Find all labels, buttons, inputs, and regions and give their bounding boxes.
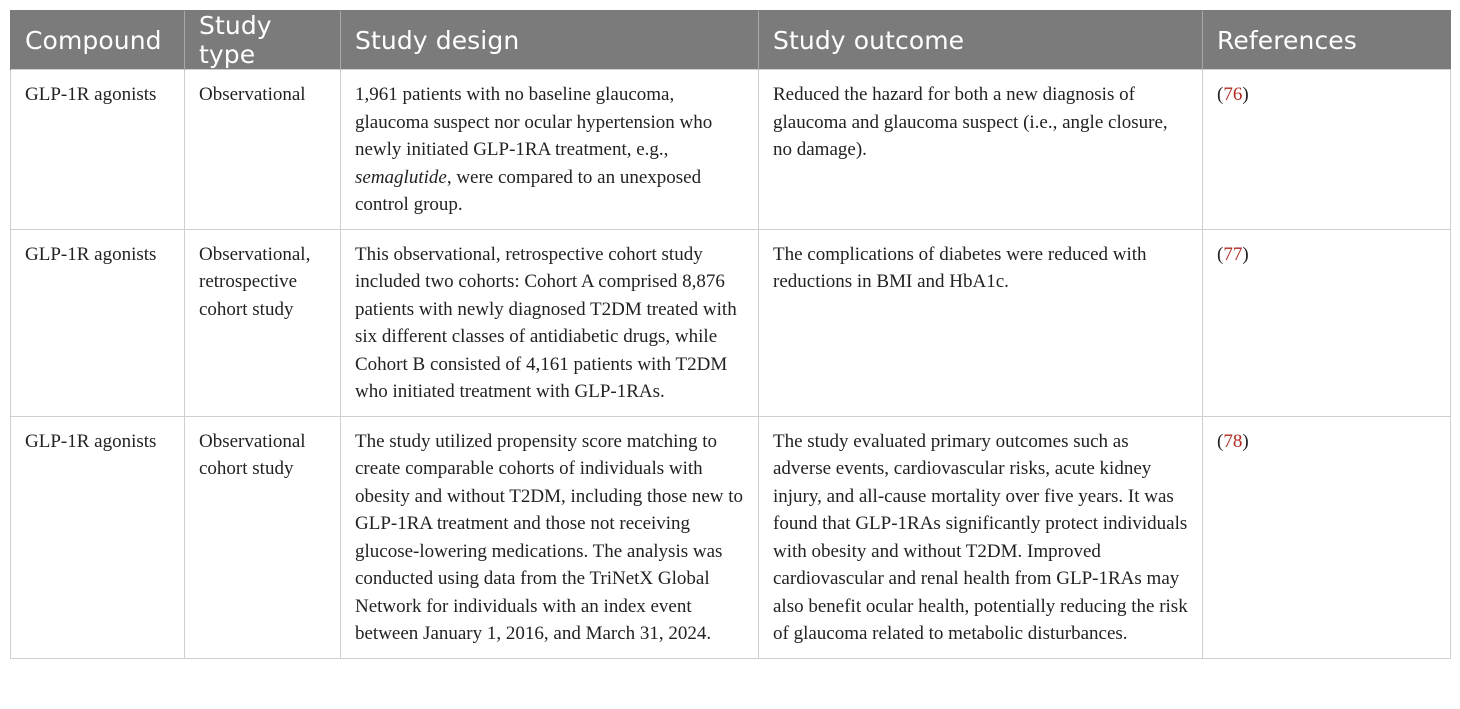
study-type-line: Observational [199, 84, 306, 105]
cell-study-design [341, 70, 759, 230]
cell-study-type [185, 416, 341, 658]
study-table-container [10, 10, 1450, 659]
cell-study-design [341, 416, 759, 658]
cell-compound: GLP-1R agonists [11, 416, 185, 658]
header-study-design: Study design [341, 11, 759, 70]
cell-reference: (76) [1203, 70, 1451, 230]
study-type-line: cohort study [199, 458, 294, 479]
design-text: This observational, retrospective cohort study included two cohorts: Cohort A comprised 8,876 patients with newly diagnosed T2DM treated with six different classes of antidiabetic drugs, while Cohort B consisted of 4,161 patients with T2DM who initiated treatment with GLP-1RAs. [355, 243, 737, 402]
table-row [11, 416, 1451, 658]
reference-link[interactable]: 77 [1223, 243, 1243, 265]
design-text: The study utilized propensity score matching to create comparable cohorts of individuals with obesity and without T2DM, including those new to GLP-1RA treatment and those not receiving glucose-lowering medications. The analysis was conducted using data from the TriNetX Global Network for individuals with an index event between January 1, 2016, and March 31, 2024. [355, 430, 744, 644]
cell-study-design [341, 229, 759, 416]
study-type-line: cohort study [199, 298, 294, 320]
study-table [10, 10, 1451, 659]
header-compound: Compound [11, 11, 185, 70]
cell-reference: (77) [1203, 229, 1451, 416]
header-references: References [1203, 11, 1451, 70]
study-type-line: Observational, [199, 243, 311, 265]
table-row [11, 70, 1451, 230]
cell-reference: (78) [1203, 416, 1451, 658]
header-study-outcome: Study outcome [759, 11, 1203, 70]
table-body [11, 70, 1451, 659]
table-row [11, 229, 1451, 416]
cell-compound: GLP-1R agonists [11, 229, 185, 416]
table-header [11, 11, 1451, 70]
study-type-line: Observational [199, 430, 306, 452]
design-text: , were compared to an unexposed control group. [355, 166, 702, 215]
header-row [11, 11, 1451, 70]
design-text: 1,961 patients with no baseline glaucoma, glaucoma suspect nor ocular hypertension who newly initiated GLP-1RA treatment, e.g., [355, 84, 713, 160]
cell-compound: GLP-1R agonists [11, 70, 185, 230]
cell-study-outcome: Reduced the hazard for both a new diagnosis of glaucoma and glaucoma suspect (i.e., angle closure, no damage). [759, 70, 1203, 230]
cell-study-type [185, 229, 341, 416]
cell-study-outcome: The study evaluated primary outcomes such as adverse events, cardiovascular risks, acute kidney injury, and all-cause mortality over five years. It was found that GLP-1RAs significantly protect individuals with obesity and without T2DM. Improved cardiovascular and renal health from GLP-1RAs may also benefit ocular health, potentially reducing the risk of glaucoma related to metabolic disturbances. [759, 416, 1203, 658]
reference-link[interactable]: 76 [1223, 84, 1243, 105]
design-italic-text: semaglutide [355, 166, 447, 188]
header-study-type: Study type [185, 11, 341, 70]
reference-link[interactable]: 78 [1223, 430, 1243, 452]
cell-study-type [185, 70, 341, 230]
study-type-line: retrospective [199, 271, 298, 292]
cell-study-outcome: The complications of diabetes were reduced with reductions in BMI and HbA1c. [759, 229, 1203, 416]
